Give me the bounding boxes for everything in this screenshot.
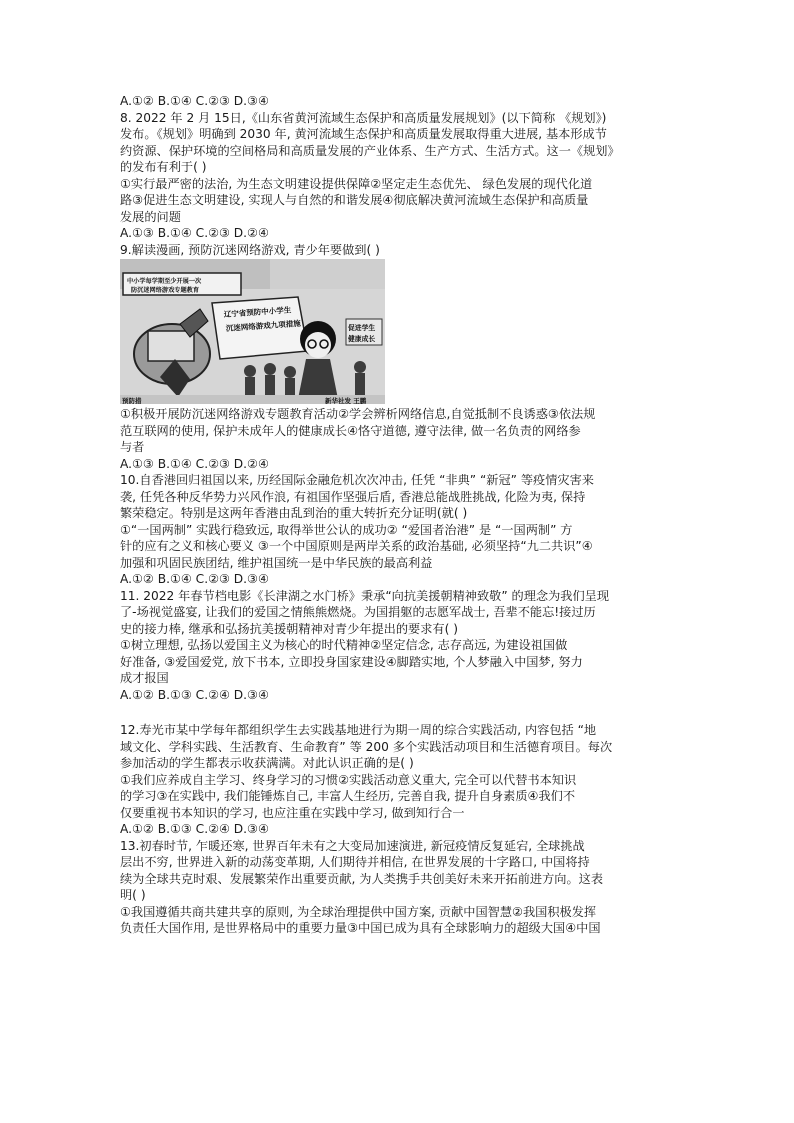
cartoon-footer-left: 预防措 xyxy=(122,397,142,404)
text-line: 路③促进生态文明建设, 实现人与自然的和谐发展④彻底解决黄河流域生态保护和高质量 xyxy=(120,193,589,207)
question-block-top xyxy=(120,93,676,258)
text-line: 11. 2022 年春节档电影《长津湖之水门桥》秉承“向抗美援朝精神致敬” 的理念为我们呈现 xyxy=(120,588,610,603)
text-line: 域文化、学科实践、生活教育、生命教育” 等 200 多个实践活动项目和生活德育项目。每次 xyxy=(120,739,613,754)
text-line: 范互联网的使用, 保护未成年人的健康成长④恪守道德, 遵守法律, 做一名负责的网络参 xyxy=(120,423,581,438)
document-page xyxy=(120,93,676,937)
cartoon-footer-right: 新华社发 王鹏 xyxy=(325,397,367,404)
text-line: 约资源、保护环境的空间格局和高质量发展的产业体系、生产方式、生活方式。这一《规划》 xyxy=(120,143,620,158)
text-line: ①“一国两制” 实践行稳致远, 取得举世公认的成功② “爱国者治港” 是 “一国两制” 方 xyxy=(120,522,573,537)
text-line: A.①② B.①③ C.②④ D.③④ xyxy=(120,687,269,702)
text-line: 的发布有利于( ) xyxy=(120,160,207,174)
text-line: ①积极开展防沉迷网络游戏专题教育活动②学会辨析网络信息,自觉抵制不良诱惑③依法规 xyxy=(120,407,596,421)
text-line: 层出不穷, 世界进入新的动荡变革期, 人们期待并相信, 在世界发展的十字路口, 中国将持 xyxy=(120,855,590,869)
text-line: 明( ) xyxy=(120,888,146,902)
cartoon-drawing xyxy=(120,259,385,404)
cartoon-image xyxy=(120,259,385,404)
text-line: 发布。《规划》明确到 2030 年, 黄河流域生态保护和高质量发展取得重大进展, 基本形成节 xyxy=(120,127,607,141)
text-line: 史的接力棒, 继承和弘扬抗美援朝精神对青少年提出的要求有( ) xyxy=(120,621,459,636)
text-line: A.①② B.①④ C.②③ D.③④ xyxy=(120,572,269,586)
text-line: 袭, 任凭各种反华势力兴风作浪, 有祖国作坚强后盾, 香港总能战胜挑战, 化险为夷, 保持 xyxy=(120,489,586,504)
question-block-middle xyxy=(120,406,676,703)
text-line: 发展的问题 xyxy=(120,209,181,224)
question-block-bottom xyxy=(120,722,676,937)
text-line: 参加活动的学生都表示收获满满。对此认识正确的是( ) xyxy=(120,756,414,770)
text-line: A.①② B.①③ C.②④ D.③④ xyxy=(120,822,269,836)
text-line: 了-场视觉盛宴, 让我们的爱国之情熊熊燃烧。为国捐躯的志愿军战士, 吾辈不能忘!接过历 xyxy=(120,605,596,619)
text-line: 8. 2022 年 2 月 15日,《山东省黄河流域生态保护和高质量发展规划》(以下简称 《规划》) xyxy=(120,110,607,125)
text-line: 繁荣稳定。特别是这两年香港由乱到治的重大转折充分证明(就( ) xyxy=(120,506,468,520)
cartoon-sign-line-2: 沉迷网络游戏九项措施 xyxy=(225,318,301,333)
cartoon-sign-line-1: 辽宁省预防中小学生 xyxy=(223,305,292,319)
text-line: 的学习③在实践中, 我们能锤炼自己, 丰富人生经历, 完善自我, 提升自身素质④我们不 xyxy=(120,789,576,803)
cartoon-banner-text-1: 中小学每学期至少开展一次 xyxy=(127,278,202,285)
text-line: 针的应有之义和核心要义 ③一个中国原则是两岸关系的政治基础, 必须坚持“九二共识”④ xyxy=(120,539,593,553)
text-line: 12.寿光市某中学每年都组织学生去实践基地进行为期一周的综合实践活动, 内容包括 “地 xyxy=(120,723,597,737)
cartoon-slogan-2: 健康成长 xyxy=(348,335,376,343)
cartoon-slogan-1: 促进学生 xyxy=(348,324,376,332)
text-line: ①树立理想, 弘扬以爱国主义为核心的时代精神②坚定信念, 志存高远, 为建设祖国做 xyxy=(120,638,568,652)
text-line: ①我国遵循共商共建共享的原则, 为全球治理提供中国方案, 贡献中国智慧②我国积极发挥 xyxy=(120,904,597,919)
text-line: 负责任大国作用, 是世界格局中的重要力量③中国已成为具有全球影响力的超级大国④中国 xyxy=(120,921,601,935)
text-line: 9.解读漫画, 预防沉迷网络游戏, 青少年要做到( ) xyxy=(120,242,380,257)
text-line: 与者 xyxy=(120,440,145,454)
text-line: A.①③ B.①④ C.②③ D.②④ xyxy=(120,226,269,240)
text-line: A.①② B.①④ C.②③ D.③④ xyxy=(120,94,269,108)
text-line: 续为全球共克时艰、发展繁荣作出重要贡献, 为人类携手共创美好未来开拓前进方向。这表 xyxy=(120,871,604,886)
text-line: ①实行最严密的法治, 为生态文明建设提供保障②坚定走生态优先、 绿色发展的现代化道 xyxy=(120,176,593,191)
text-line: 好准备, ③爱国爱党, 放下书本, 立即投身国家建设④脚踏实地, 个人梦融入中国梦, 努力 xyxy=(120,654,583,669)
text-line: 仅要重视书本知识的学习, 也应注重在实践中学习, 做到知行合一 xyxy=(120,805,465,820)
text-line: A.①③ B.①④ C.②③ D.②④ xyxy=(120,456,269,471)
text-line: 10.自香港回归祖国以来, 历经国际金融危机次次冲击, 任凭 “非典” “新冠” 等疫情灾害来 xyxy=(120,473,594,487)
text-line: 加强和巩固民族团结, 维护祖国统一是中华民族的最高利益 xyxy=(120,555,433,570)
text-line: 13.初春时节, 乍暖还寒, 世界百年未有之大变局加速演进, 新冠疫情反复延宕, 全球挑战 xyxy=(120,838,585,853)
text-line: 成才报国 xyxy=(120,671,169,685)
spacer xyxy=(120,703,676,722)
cartoon-banner-text-2: 防沉迷网络游戏专题教育 xyxy=(131,287,200,294)
text-line: ①我们应养成自主学习、终身学习的习惯②实践活动意义重大, 完全可以代替书本知识 xyxy=(120,772,577,787)
